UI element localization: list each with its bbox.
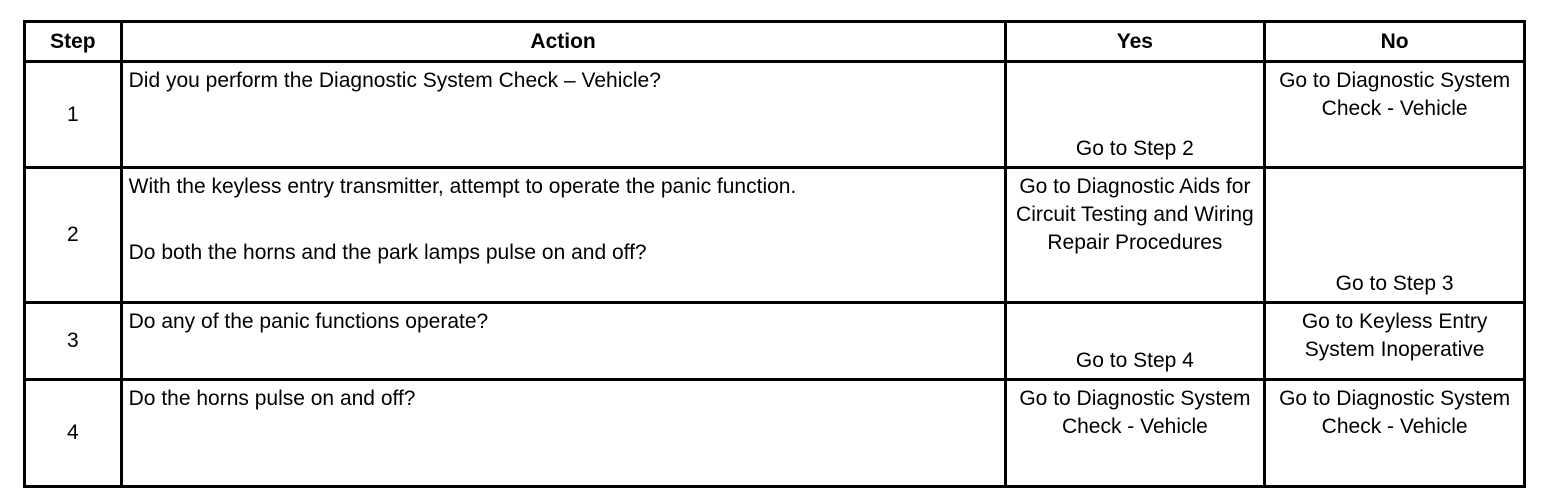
- no-cell: [1265, 168, 1525, 303]
- yes-cell: [1005, 62, 1265, 168]
- no-cell: [1265, 303, 1525, 380]
- action-cell: [121, 62, 1005, 168]
- step-number: 4: [25, 380, 122, 487]
- table-row: [25, 62, 1525, 168]
- table-row: [25, 380, 1525, 487]
- no-result: Go to Diagnostic System Check - Vehicle: [1279, 69, 1511, 120]
- action-text: Do any of the panic functions operate?: [128, 310, 489, 333]
- yes-cell: [1005, 380, 1265, 487]
- action-cell: [121, 303, 1005, 380]
- step-number: 2: [25, 168, 122, 303]
- yes-cell: [1005, 168, 1265, 303]
- action-question: Do both the horns and the park lamps pulse on and off?: [128, 241, 647, 264]
- no-result: Go to Step 3: [1335, 272, 1454, 295]
- no-cell: [1265, 380, 1525, 487]
- action-text: With the keyless entry transmitter, attempt to operate the panic function.: [128, 175, 797, 198]
- table-row: [25, 303, 1525, 380]
- no-result: Go to Keyless Entry System Inoperative: [1301, 310, 1488, 361]
- header-yes: Yes: [1005, 22, 1265, 62]
- yes-result: Go to Diagnostic Aids for Circuit Testing and Wiring Repair Procedures: [1016, 175, 1254, 254]
- yes-result: Go to Step 2: [1075, 137, 1194, 160]
- action-text: Did you perform the Diagnostic System Check – Vehicle?: [128, 69, 661, 92]
- yes-result: Go to Diagnostic System Check - Vehicle: [1019, 387, 1251, 438]
- header-action: Action: [121, 22, 1005, 62]
- table-row: [25, 168, 1525, 303]
- step-number: 1: [25, 62, 122, 168]
- yes-result: Go to Step 4: [1075, 349, 1194, 372]
- no-result: Go to Diagnostic System Check - Vehicle: [1279, 387, 1511, 438]
- action-text: Do the horns pulse on and off?: [128, 387, 416, 410]
- header-step: Step: [25, 22, 122, 62]
- action-spacer: [129, 201, 998, 239]
- step-number: 3: [25, 303, 122, 380]
- no-cell: [1265, 62, 1525, 168]
- yes-cell: [1005, 303, 1265, 380]
- header-no: No: [1265, 22, 1525, 62]
- action-cell: [121, 380, 1005, 487]
- table-header-row: [25, 22, 1525, 62]
- diagnostic-table: [23, 20, 1526, 488]
- action-cell: [121, 168, 1005, 303]
